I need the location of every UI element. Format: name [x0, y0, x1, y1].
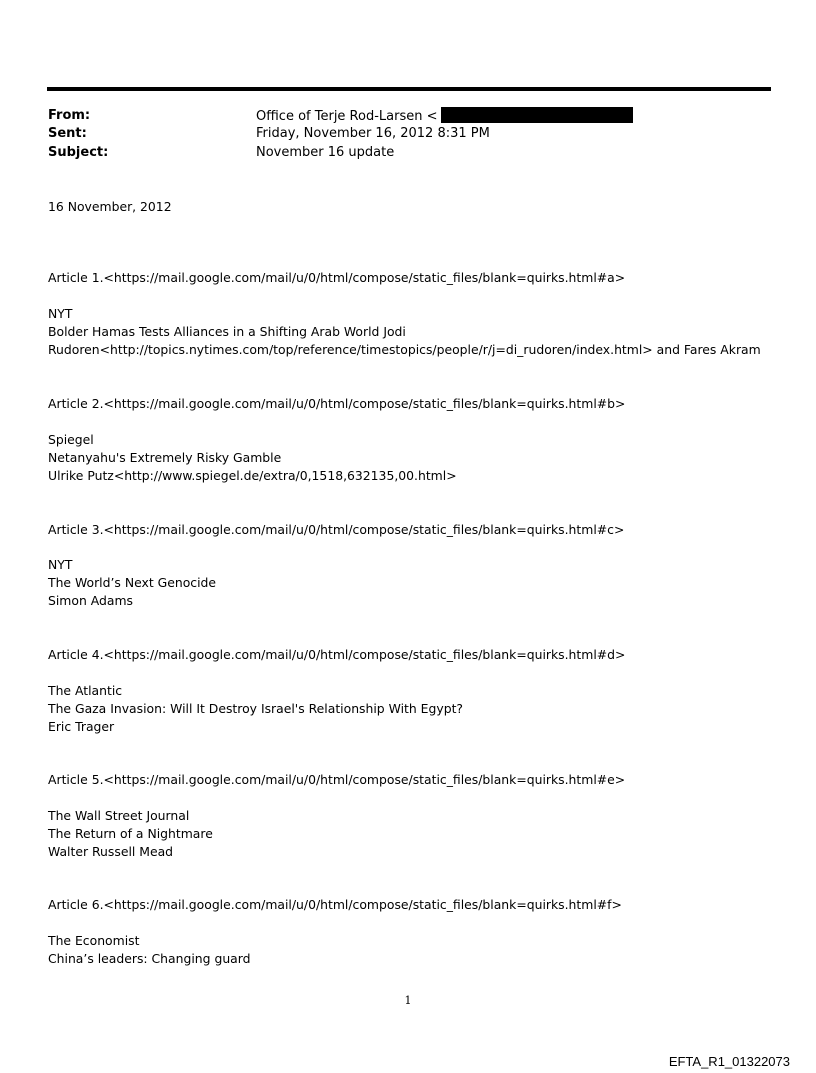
email-date: 16 November, 2012 [48, 199, 172, 214]
subject-label: Subject: [48, 145, 109, 160]
article-6-title: China’s leaders: Changing guard [48, 951, 251, 966]
article-2-title: Netanyahu's Extremely Risky Gamble [48, 450, 282, 465]
article-4-title: The Gaza Invasion: Will It Destroy Israel's Relationship With Egypt? [48, 701, 464, 716]
header-divider-rule [47, 87, 771, 91]
article-6-source: The Economist [48, 933, 140, 948]
article-5-link[interactable]: Article 5.<https://mail.google.com/mail/u/0/html/compose/static_files/blank=quirks.html#e> [48, 772, 626, 787]
article-3-link[interactable]: Article 3.<https://mail.google.com/mail/u/0/html/compose/static_files/blank=quirks.html#c> [48, 522, 625, 537]
article-4-author: Eric Trager [48, 719, 115, 734]
article-5-author: Walter Russell Mead [48, 844, 174, 859]
redaction-block [441, 107, 633, 123]
article-3-source: NYT [48, 557, 73, 572]
bates-number: EFTA_R1_01322073 [668, 1054, 790, 1069]
from-sender: Office of Terje Rod-Larsen < [256, 109, 438, 124]
article-1-link[interactable]: Article 1.<https://mail.google.com/mail/u/0/html/compose/static_files/blank=quirks.html#a> [48, 270, 626, 285]
article-1-author[interactable]: Rudoren<http://topics.nytimes.com/top/reference/timestopics/people/r/j=di_rudoren/index.html> and Fares Akram [48, 342, 761, 357]
article-1-title: Bolder Hamas Tests Alliances in a Shifting Arab World Jodi [48, 324, 406, 339]
article-5-source: The Wall Street Journal [48, 808, 190, 823]
article-2-source: Spiegel [48, 432, 94, 447]
article-2-link[interactable]: Article 2.<https://mail.google.com/mail/u/0/html/compose/static_files/blank=quirks.html#b> [48, 396, 626, 411]
page-number: 1 [404, 994, 412, 1007]
from-value [256, 107, 633, 126]
article-2-author[interactable]: Ulrike Putz<http://www.spiegel.de/extra/0,1518,632135,00.html> [48, 468, 457, 483]
sent-label: Sent: [48, 126, 87, 141]
article-1-source: NYT [48, 306, 73, 321]
article-6-link[interactable]: Article 6.<https://mail.google.com/mail/u/0/html/compose/static_files/blank=quirks.html#f> [48, 897, 622, 912]
from-label: From: [48, 108, 91, 123]
subject-value: November 16 update [256, 145, 395, 160]
article-5-title: The Return of a Nightmare [48, 826, 213, 841]
article-4-source: The Atlantic [48, 683, 123, 698]
article-3-title: The World’s Next Genocide [48, 575, 217, 590]
article-4-link[interactable]: Article 4.<https://mail.google.com/mail/u/0/html/compose/static_files/blank=quirks.html#d> [48, 647, 626, 662]
sent-value: Friday, November 16, 2012 8:31 PM [256, 126, 490, 141]
article-3-author: Simon Adams [48, 593, 133, 608]
